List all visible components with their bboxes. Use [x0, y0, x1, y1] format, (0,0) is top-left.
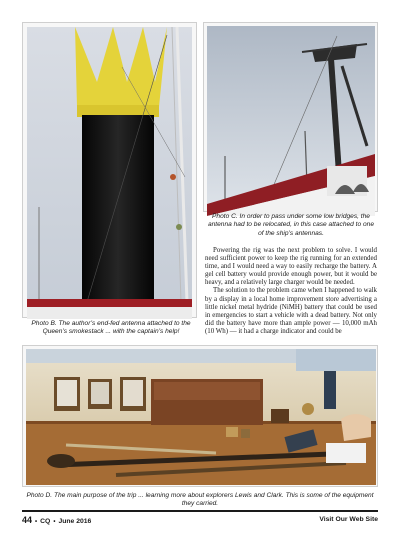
- bullet-separator: •: [53, 519, 56, 525]
- photo-c-frame: [203, 22, 378, 212]
- page-number: 44: [22, 515, 33, 525]
- bullet-separator: •: [35, 519, 38, 525]
- article-body: [205, 247, 377, 336]
- footer-rule: [22, 510, 378, 512]
- footer-website-link[interactable]: Visit Our Web Site: [319, 516, 378, 523]
- photo-b-frame: [22, 22, 197, 318]
- footer-folio: [22, 515, 91, 525]
- article-paragraph: Powering the rig was the next problem to solve. I would need sufficient power to keep the rig running for an extended time, and I would need a way to easily recharge the battery. A gel cell battery would provide enough power, but it would be heavy, and a relatively large charger would be needed.: [205, 247, 377, 287]
- article-paragraph: The solution to the problem came when I happened to walk by a display in a local home improvement store advertising a little nickel metal hydride (NiMH) battery that could be used in emergencies to start a vehicle with a dead battery. Not only did the battery have more than ample power — 10,000 mAh (10 Wh) — it had a charge indicator and could be: [205, 287, 377, 335]
- smokestack-antenna-photo: [27, 27, 192, 319]
- photo-b-caption: Photo B. The author’s end-fed antenna attached to the Queen’s smokestack ... with the captain’s help!: [31, 320, 191, 336]
- issue-date: June 2016: [58, 518, 92, 525]
- photo-c-caption: Photo C. In order to pass under some low bridges, the antenna had to be relocated, in this case attached to one of the ship’s antennas.: [207, 213, 375, 237]
- photo-d-caption: Photo D. The main purpose of the trip ... learning more about explorers Lewis and Clark. This is some of the equipment they carried.: [26, 492, 374, 508]
- magazine-name: CQ: [40, 518, 51, 525]
- ship-antenna-photo: [207, 26, 375, 216]
- photo-d-frame: [22, 345, 378, 487]
- lewis-clark-equipment-photo: [26, 349, 376, 485]
